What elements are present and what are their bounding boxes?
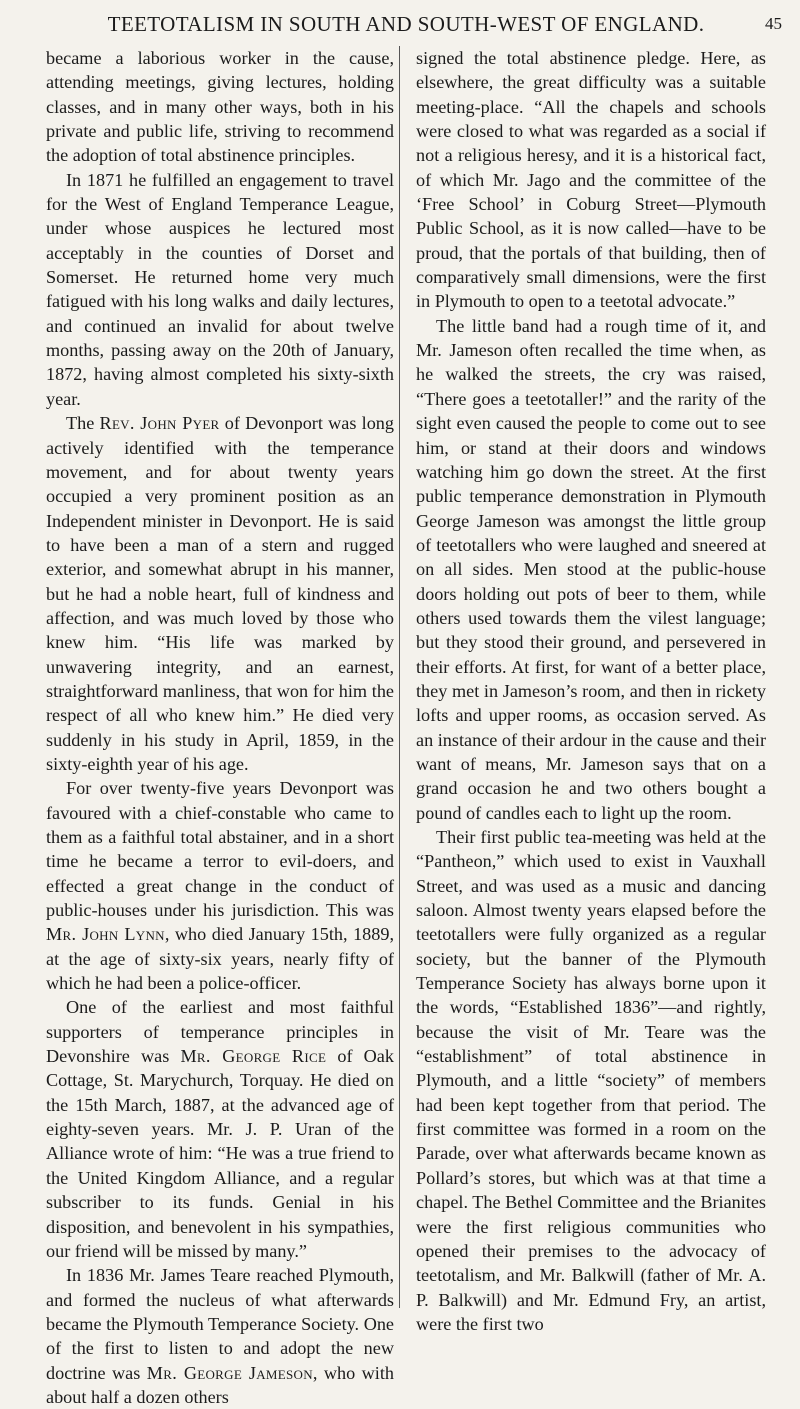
person-name: Rev. John Pyer xyxy=(99,413,220,434)
paragraph: In 1836 Mr. James Teare reached Plymouth, and formed the nucleus of what afterwards became the Plymouth Temperance Society. One of the first to listen to and adopt the new doctrine was Mr. George Jameson, who with about half a dozen others xyxy=(46,1265,395,1407)
running-title: TEETOTALISM IN SOUTH AND SOUTH-WEST OF ENGLAND. xyxy=(107,11,705,36)
paragraph: The little band had a rough time of it, and Mr. Jameson often recalled the time when, as he walked the streets, the cry was raised, “There goes a teetotaller!” and the rarity of the sight even caused the people to come out to see him, or stand at their doors and windows watching him go down the street. At the first public temperance demonstration in Plymouth George Jameson was amongst the little group of teetotallers who were laughed and sneered at on all sides. Men stood at the public-house doors holding out pots of beer to them, while others used towards them the vilest language; but they stood their ground, and persevered in their efforts. At first, for want of a better place, they met in Jameson’s room, and then in rickety lofts and upper rooms, as occasion served. As an instance of their ardour in the cause and their want of means, Mr. Jameson says that on a grand occasion he and two others bought a pound of candles each to light up the room. xyxy=(416,315,766,823)
paragraph: One of the earliest and most faithful supporters of temperance principles in Devonshire was Mr. George Rice of Oak Cottage, St. Marychurch, Torquay. He died on the 15th March, 1887, at the advanced age of eighty-seven years. Mr. J. P. Uran of the Alliance wrote of him: “He was a true friend to the United Kingdom Alliance, and a regular subscriber to its funds. Genial in his disposition, and benevolent in his sympathies, our friend will be missed by many.” xyxy=(46,997,394,1261)
person-name: Mr. John Lynn xyxy=(46,924,165,945)
paragraph: The Rev. John Pyer of Devonport was long actively identified with the temperance movement, and for about twenty years occupied a very prominent position as an Independent minister in Devonport. He is said to have been a man of a stern and rugged exterior, and somewhat abrupt in his manner, but he had a noble heart, full of kindness and affection, and was much loved by those who knew him. “His life was marked by unwavering integrity, and an earnest, straightforward manliness, that won for him the respect of all who knew him.” He died very suddenly in his study in April, 1859, in the sixty-eighth year of his age. xyxy=(46,413,394,774)
paragraph: became a laborious worker in the cause, attending meetings, giving lectures, holding classes, and in many other ways, both in his private and public life, striving to recommend the adoption of total abstinence principles. xyxy=(46,48,394,166)
left-column xyxy=(46,46,394,1409)
paragraph: signed the total abstinence pledge. Here, as elsewhere, the great difficulty was a suitable meeting-place. “All the chapels and schools were closed to what was regarded as a social if not a religious heresy, and it is a historical fact, of which Mr. Jago and the committee of the ‘Free School’ in Coburg Street—Plymouth Public School, as it is now called—have to be proud, that the portals of that building, then of comparatively small dimensions, were the first in Plymouth to open to a teetotal advocate.” xyxy=(416,48,766,312)
paragraph: For over twenty-five years Devonport was favoured with a chief-constable who came to them as a faithful total abstainer, and in a short time he became a terror to evil-doers, and effected a great change in the conduct of public-houses under his jurisdiction. This was Mr. John Lynn, who died January 15th, 1889, at the age of sixty-six years, nearly fifty of which he had been a police-officer. xyxy=(46,778,395,994)
column-divider xyxy=(399,46,400,1308)
page-number: 45 xyxy=(765,14,782,33)
person-name: Mr. George Rice xyxy=(180,1046,327,1067)
right-column xyxy=(416,46,766,1336)
paragraph: In 1871 he fulfilled an engagement to travel for the West of England Temperance League, under whose auspices he lectured most acceptably in the counties of Dorset and Somerset. He returned home very much fatigued with his long walks and daily lectures, and continued an invalid for about twelve months, passing away on the 20th of January, 1872, having almost completed his sixty-sixth year. xyxy=(46,169,394,409)
paragraph: Their first public tea-meeting was held at the “Pantheon,” which used to exist in Vauxhall Street, and was used as a music and dancing saloon. Almost twenty years elapsed before the teetotallers were fully organized as a regular society, but the banner of the Plymouth Temperance Society has always borne upon it the words, “Established 1836”—and rightly, because the visit of Mr. Teare was the “establishment” of total abstinence in Plymouth, and a little “society” of members had been kept together from that period. The first committee was formed in a room on the Parade, over what afterwards became known as Pollard’s stores, but which was at that time a chapel. The Bethel Committee and the Brianites were the first religious communities who opened their premises to the advocacy of teetotalism, and Mr. Balkwill (father of Mr. A. P. Balkwill) and Mr. Edmund Fry, an artist, were the first two xyxy=(416,827,766,1334)
person-name: Mr. George Jameson xyxy=(146,1362,313,1383)
page-header xyxy=(30,10,782,38)
